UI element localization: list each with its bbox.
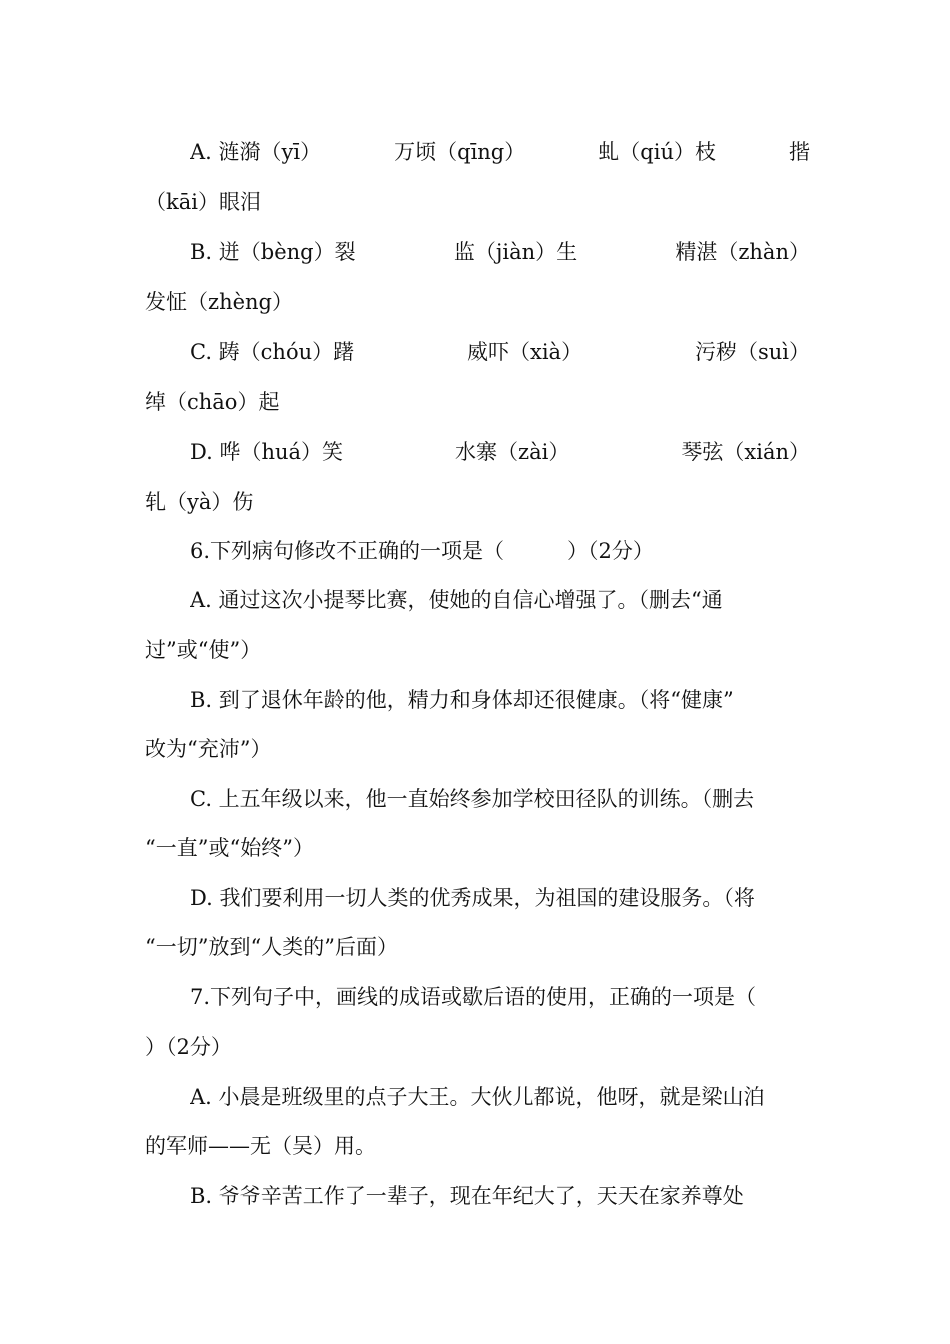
q5-a-item3: 虬（qiú）枝 <box>598 140 716 164</box>
q5-option-a-line1 <box>190 138 810 166</box>
q6-option-b-line2: 改为“充沛”） <box>145 737 272 761</box>
q7-stem-line1: 7.下列句子中，画线的成语或歇后语的使用，正确的一项是（ <box>190 985 757 1009</box>
q5-b-item2: 监（jiàn）生 <box>453 240 578 264</box>
q6-stem: 6.下列病句修改不正确的一项是（ ）（2分） <box>190 539 654 563</box>
q5-a-item4: 揩 <box>788 140 810 164</box>
q5-option-c-line2: 绰（chāo）起 <box>145 390 280 414</box>
q6-option-d-line2: “一切”放到“人类的”后面） <box>145 935 398 959</box>
q5-c-item3: 污秽（suì） <box>694 340 810 364</box>
q5-option-b-line1 <box>190 238 810 266</box>
q5-c-item2: 威吓（xià） <box>467 340 583 364</box>
q5-c-item1: C. 踌（chóu）躇 <box>190 340 355 364</box>
q5-b-item3: 精湛（zhàn） <box>675 240 810 264</box>
q5-d-item2: 水寨（zài） <box>455 440 570 464</box>
q5-option-c-line1 <box>190 338 810 366</box>
q7-option-b-line1: B. 爷爷辛苦工作了一辈子，现在年纪大了，天天在家养尊处 <box>190 1184 744 1208</box>
q5-option-a-line2: （kāi）眼泪 <box>145 190 261 214</box>
q6-option-c-line1: C. 上五年级以来，他一直始终参加学校田径队的训练。（删去 <box>190 787 755 811</box>
q6-option-b-line1: B. 到了退休年龄的他，精力和身体却还很健康。（将“健康” <box>190 688 734 712</box>
q6-option-c-line2: “一直”或“始终”） <box>145 836 314 860</box>
q5-a-item1: A. 涟漪（yī） <box>190 140 322 164</box>
q7-stem-line2: ）（2分） <box>145 1035 232 1059</box>
q5-a-item2: 万顷（qīng） <box>394 140 526 164</box>
q5-d-item3: 琴弦（xián） <box>681 440 810 464</box>
q6-option-a-line1: A. 通过这次小提琴比赛，使她的自信心增强了。（删去“通 <box>190 588 723 612</box>
q7-option-a-line1: A. 小晨是班级里的点子大王。大伙儿都说，他呀，就是梁山泊 <box>190 1085 765 1109</box>
q5-option-b-line2: 发怔（zhèng） <box>145 290 293 314</box>
q5-option-d-line1 <box>190 438 810 466</box>
q5-option-d-line2: 轧（yà）伤 <box>145 490 254 514</box>
q5-d-item1: D. 哗（huá）笑 <box>190 440 344 464</box>
q6-option-a-line2: 过”或“使”） <box>145 638 262 662</box>
q6-option-d-line1: D. 我们要利用一切人类的优秀成果，为祖国的建设服务。（将 <box>190 886 755 910</box>
q7-option-a-line2: 的军师——无（吴）用。 <box>145 1134 376 1158</box>
q5-b-item1: B. 迸（bèng）裂 <box>190 240 356 264</box>
